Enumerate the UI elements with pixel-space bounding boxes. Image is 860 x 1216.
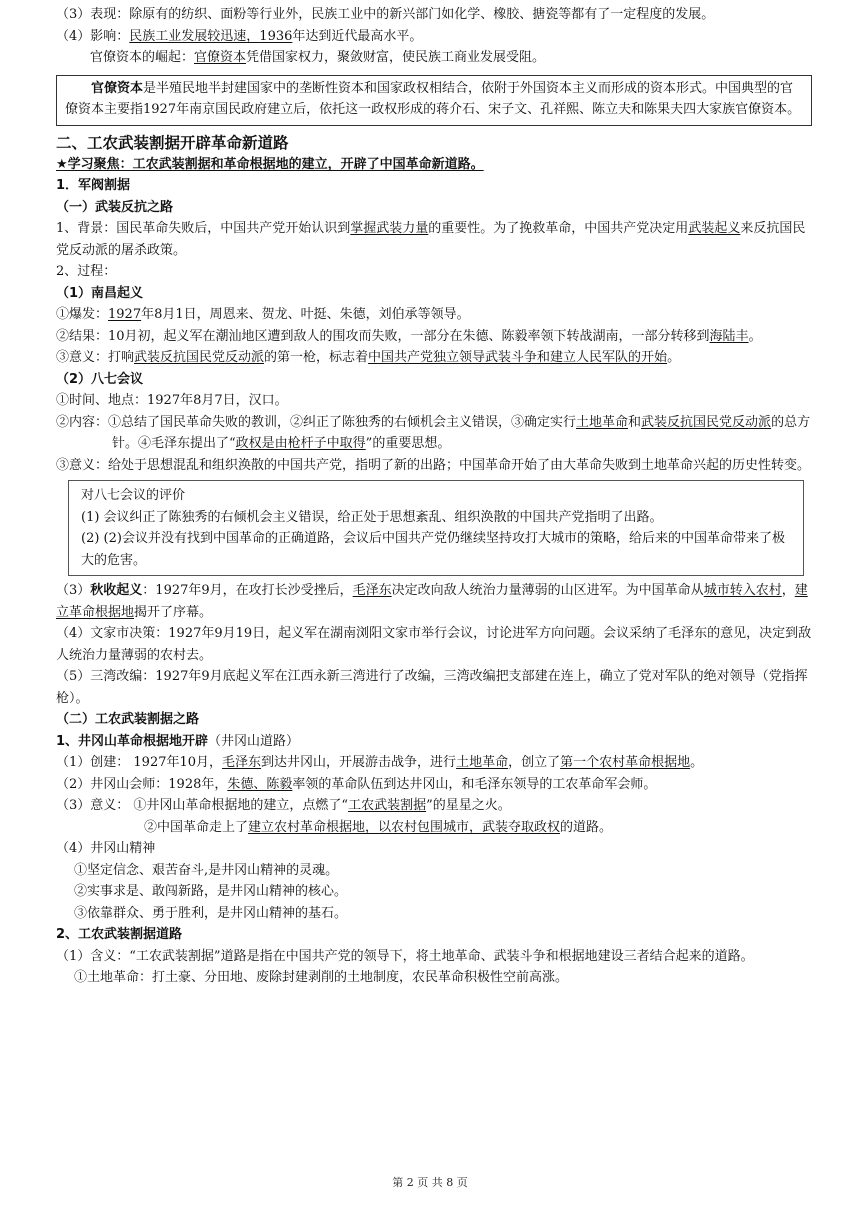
heading: 2、工农武装割据道路 <box>56 927 183 942</box>
text-line: （1）创建： 1927年10月，毛泽东到达井冈山，开展游击战争，进行土地革命，创立了第一个农村革命根据地。 <box>56 755 704 770</box>
text-line: ②结果：10月初，起义军在潮汕地区遭到敌人的围攻而失败，一部分在朱德、陈毅率领下转战湖南，一部分转移到海陆丰。 <box>56 328 762 344</box>
august7-evaluation-box <box>68 480 804 576</box>
heading: （二）工农武装割据之路 <box>56 712 200 727</box>
heading: （2）八七会议 <box>56 371 144 387</box>
text-line: ①坚定信念、艰苦奋斗,是井冈山精神的灵魂。 <box>74 862 339 878</box>
text-line: ③依靠群众、勇于胜利，是井冈山精神的基石。 <box>74 905 348 921</box>
box-line: (2) (2)会议并没有找到中国革命的正确道路，会议后中国共产党仍继续坚持攻打大城市的策略，给后来的中国革命带来了极大的危害。 <box>81 531 785 568</box>
text-line: ②中国革命走上了建立农村革命根据地，以农村包围城市，武装夺取政权的道路。 <box>144 819 613 835</box>
text-line: （3）意义： ①井冈山革命根据地的建立，点燃了“工农武装割据”的星星之火。 <box>56 798 511 813</box>
text-line: （4）文家市决策：1927年9月19日，起义军在湖南浏阳文家市举行会议，讨论进军方向问题。会议采纳了毛泽东的意见，决定到敌人统治力量薄弱的农村去。 <box>56 626 812 663</box>
text-line: ①爆发：1927年8月1日，周恩来、贺龙、叶挺、朱德，刘伯承等领导。 <box>56 307 470 322</box>
document-page <box>56 4 812 989</box>
term: 官僚资本 <box>91 80 144 96</box>
text-line: ②内容：①总结了国民革命失败的教训，②纠正了陈独秀的右倾机会主义错误，③确定实行土地革命和武装反抗国民党反动派的总方针。④毛泽东提出了“政权是由枪杆子中取得”的重要思想。 <box>56 414 811 451</box>
text-line: （4）井冈山精神 <box>56 841 156 856</box>
text-line: （4）影响：民族工业发展较迅速，1936年达到近代最高水平。 <box>56 28 423 44</box>
learning-focus: ★学习聚焦：工农武装割据和革命根据地的建立，开辟了中国革命新道路。 <box>56 156 484 172</box>
text-line: 1、背景：国民革命失败后，中国共产党开始认识到掌握武装力量的重要性。为了挽救革命，中国共产党决定用武装起义来反抗国民党反动派的屠杀政策。 <box>56 221 806 258</box>
text-line: ③意义：给处于思想混乱和组织涣散的中国共产党，指明了新的出路；中国革命开始了由大革命失败到土地革命兴起的历史性转变。 <box>56 457 811 473</box>
text-line: ②实事求是、敢闯新路，是井冈山精神的核心。 <box>74 884 348 899</box>
section-title: 二、工农武装割据开辟革命新道路 <box>56 133 289 152</box>
text-line: ①时间、地点：1927年8月7日，汉口。 <box>56 393 288 408</box>
box-line: (1) 会议纠正了陈独秀的右倾机会主义错误，给正处于思想紊乱、组织涣散的中国共产党指明了出路。 <box>81 509 663 525</box>
heading: 1．军阀割据 <box>56 178 131 193</box>
text-line: （5）三湾改编：1927年9月底起义军在江西永新三湾进行了改编，三湾改编把支部建在连上，确立了党对军队的绝对领导（党指挥枪）。 <box>56 669 808 706</box>
text-line: ③意义：打响武装反抗国民党反动派的第一枪，标志着中国共产党独立领导武装斗争和建立人民军队的开始。 <box>56 350 681 365</box>
box-title: 对八七会议的评价 <box>81 488 186 503</box>
text-line: （3）表现：除原有的纺织、面粉等行业外，民族工业中的新兴部门如化学、橡胶、搪瓷等都有了一定程度的发展。 <box>56 7 715 22</box>
text-line: （2）井冈山会师：1928年，朱德、陈毅率领的革命队伍到达井冈山，和毛泽东领导的工农革命军会师。 <box>56 776 657 792</box>
text-line: 官僚资本的崛起：官僚资本凭借国家权力，聚敛财富，使民族工商业发展受阻。 <box>90 50 546 65</box>
text-line: （1）含义：“工农武装割据”道路是指在中国共产党的领导下，将土地革命、武装斗争和根据地建设三者结合起来的道路。 <box>56 948 754 964</box>
page-footer: 第 2 页 共 8 页 <box>392 1176 468 1189</box>
text-line: （3）秋收起义：1927年9月，在攻打长沙受挫后，毛泽东决定改向敌人统治力量薄弱的山区进军。为中国革命从城市转入农村，建立革命根据地揭开了序幕。 <box>56 583 808 620</box>
heading: （1）南昌起义 <box>56 285 144 301</box>
text-line: 2、过程： <box>56 264 117 279</box>
text-line: ①土地革命：打土豪、分田地、废除封建剥削的土地制度，农民革命积极性空前高涨。 <box>74 970 569 985</box>
bureaucratic-capital-definition-box: 官僚资本是半殖民地半封建国家中的垄断性资本和国家政权相结合，依附于外国资本主义而形成的资本形式。中国典型的官僚资本主要指1927年南京国民政府建立后，依托这一政权形成的蒋介石、宋子文、孔祥熙、陈立夫和陈果夫四大家族官僚资本。 <box>56 75 812 126</box>
heading: （一）武装反抗之路 <box>56 199 174 215</box>
text-line: 1、井冈山革命根据地开辟（井冈山道路） <box>56 733 300 749</box>
